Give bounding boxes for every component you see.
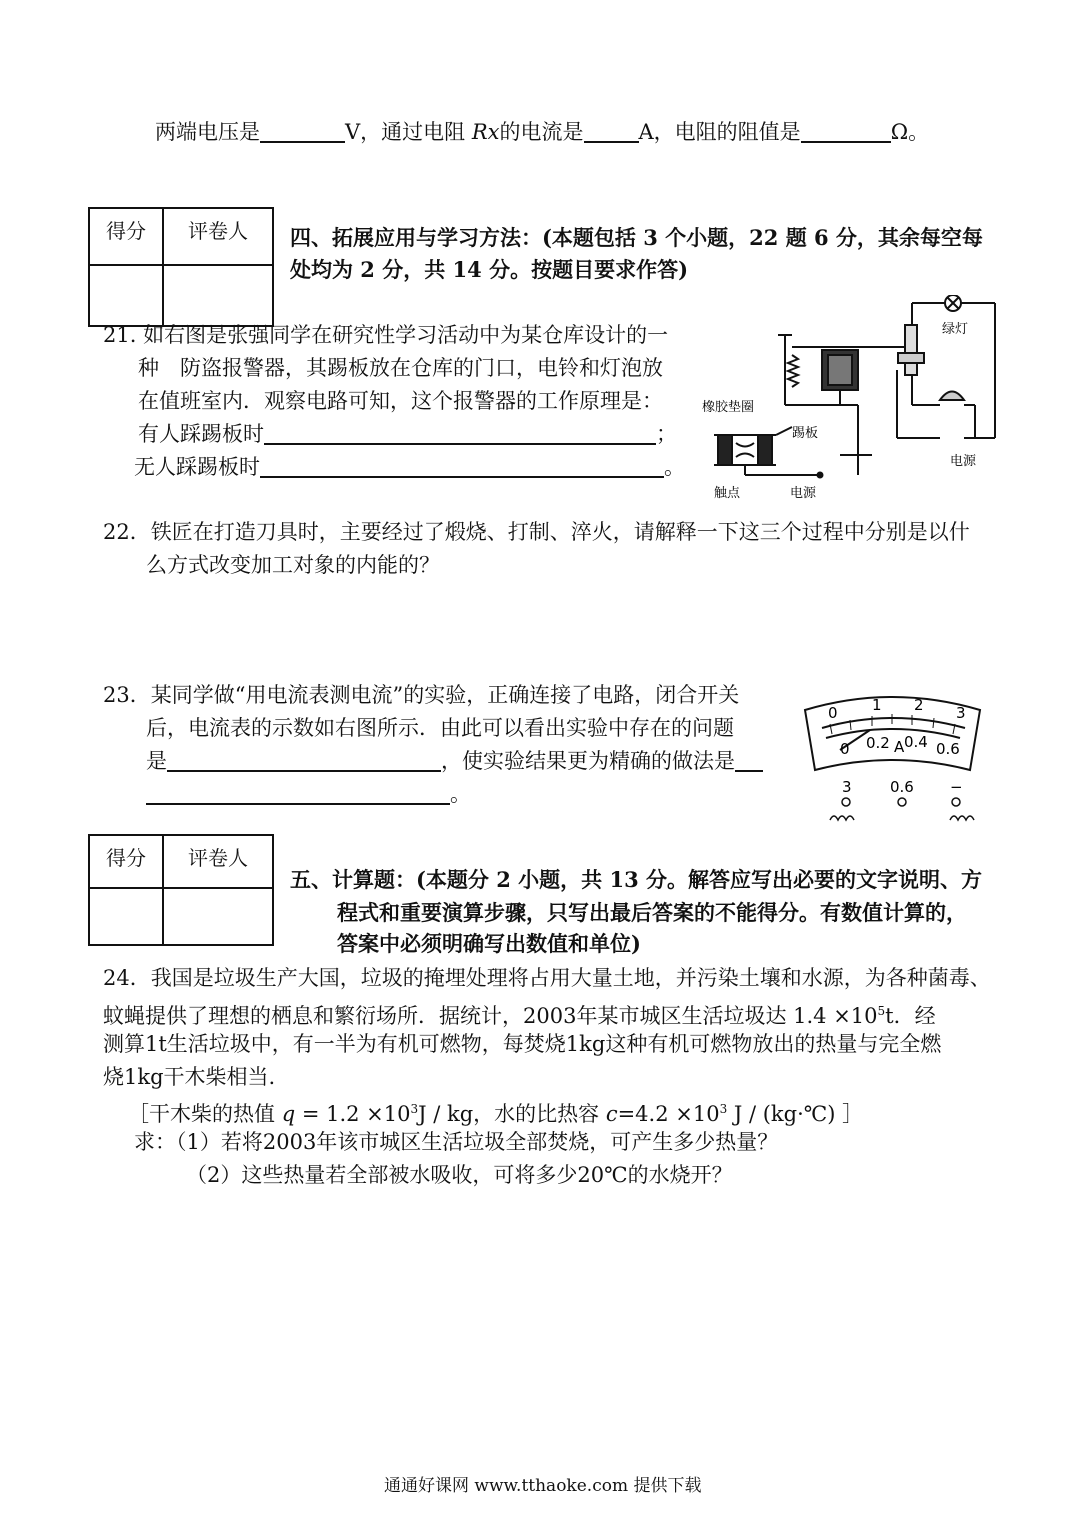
q24-line5-e: J / (kg·℃) ］ — [727, 1102, 864, 1126]
q21-line-1: 21. 如右图是张强同学在研究性学习活动中为某仓库设计的一 — [103, 323, 669, 347]
voltage-blank[interactable] — [260, 119, 345, 143]
q24-line-2 — [103, 996, 936, 1031]
q21-line-5 — [134, 452, 685, 482]
q24-line-5 — [128, 1094, 863, 1129]
current-blank[interactable] — [584, 119, 639, 143]
q23-line3-a: 是 — [146, 749, 167, 773]
q21-line-2: 种 防盗报警器，其踢板放在仓库的门口，电铃和灯泡放 — [138, 356, 663, 380]
q24-line-6: 求：（1）若将2003年该市城区生活垃圾全部焚烧，可产生多少热量？ — [134, 1130, 779, 1154]
q22-line-2: 么方式改变加工对象的内能的？ — [146, 553, 440, 577]
q24-line5-c: J / kg，水的比热容 — [418, 1102, 606, 1126]
terminal-negative: − — [950, 778, 963, 796]
grader-header-2: 评卷人 — [163, 835, 273, 888]
pedal-label: 踢板 — [792, 426, 819, 441]
resistance-blank[interactable] — [801, 119, 891, 143]
alarm-circuit-figure — [700, 295, 1000, 510]
q21-line4-end: ； — [656, 422, 677, 446]
green-light-label: 绿灯 — [942, 322, 969, 337]
q20-var: Rx — [471, 120, 500, 144]
contact-label: 触点 — [714, 486, 741, 501]
q24-line-1: 24．我国是垃圾生产大国，垃圾的掩埋处理将占用大量土地，并污染土壤和水源，为各种菌毒、 — [103, 966, 991, 990]
q24-line5-a: ［干木柴的热值 — [128, 1102, 282, 1126]
meter-bottom-02: 0.2 — [866, 734, 890, 752]
q23-line-3 — [146, 746, 763, 776]
score-cell[interactable] — [89, 265, 163, 326]
score-header-2: 得分 — [89, 835, 163, 888]
q24-line5-sup2: 3 — [719, 1102, 728, 1116]
q21-line5-end: 。 — [664, 455, 685, 479]
meter-top-2: 2 — [914, 696, 924, 714]
score-header: 得分 — [89, 208, 163, 265]
q24-line2-b: t．经 — [885, 1004, 936, 1028]
q24-line-7: （2）这些热量若全部被水吸收，可将多少20℃的水烧开？ — [186, 1163, 733, 1187]
meter-bottom-06: 0.6 — [936, 740, 960, 758]
score-cell-2[interactable] — [89, 888, 163, 945]
q23-line-1: 23．某同学做“用电流表测电流”的实验，正确连接了电路，闭合开关 — [103, 683, 740, 707]
q24-line5-d: =4.2 ×10 — [617, 1102, 720, 1126]
score-table-section5 — [88, 834, 274, 946]
meter-bottom-0: 0 — [840, 740, 850, 758]
q20-text-3: 的电流是 — [499, 120, 584, 144]
q23-problem-blank[interactable] — [167, 748, 441, 772]
q22-line-1: 22．铁匠在打造刀具时，主要经过了煅烧、打制、淬火，请解释一下这三个过程中分别是以什 — [103, 520, 970, 544]
q21-stepped-blank[interactable] — [264, 421, 656, 445]
q23-method-blank[interactable] — [146, 781, 450, 805]
score-table-section4 — [88, 207, 274, 327]
q24-line5-b: = 1.2 ×10 — [295, 1102, 411, 1126]
q24-line2-a: 蚊蝇提供了理想的栖息和繁衍场所．据统计，2003年某市城区生活垃圾达 1.4 ×10 — [103, 1004, 878, 1028]
section5-heading-3: 答案中必须明确写出数值和单位) — [337, 931, 641, 956]
q24-line-3: 测算1t生活垃圾中，有一半为有机可燃物，每焚烧1kg这种有机可燃物放出的热量与完全燃 — [103, 1032, 942, 1056]
q21-line4-prefix: 有人踩踢板时 — [138, 422, 264, 446]
q24-line5-cvar: c — [605, 1102, 618, 1126]
terminal-06: 0.6 — [890, 778, 914, 796]
q24-line2-sup: 5 — [877, 1004, 886, 1018]
q23-method-blank-start[interactable] — [735, 748, 763, 772]
q23-line4-end: 。 — [450, 782, 471, 806]
q23-line-2: 后，电流表的示数如右图所示．由此可以看出实验中存在的问题 — [146, 716, 734, 740]
q21-line5-prefix: 无人踩踢板时 — [134, 455, 260, 479]
q24-line5-sup1: 3 — [410, 1102, 419, 1116]
q24-line5-q: q — [281, 1102, 296, 1126]
q21-line-4 — [138, 419, 677, 449]
q20-text-5: Ω。 — [890, 120, 930, 144]
power-label-bottom: 电源 — [790, 486, 817, 501]
q21-line-3: 在值班室内．观察电路可知，这个报警器的工作原理是： — [138, 389, 663, 413]
q20-answer-line — [155, 117, 929, 147]
meter-bottom-04: 0.4 — [904, 733, 928, 751]
power-label-right: 电源 — [950, 454, 977, 469]
q23-line-4 — [146, 779, 471, 809]
q20-text-2: V，通过电阻 — [345, 120, 466, 144]
grader-cell[interactable] — [163, 265, 273, 326]
section4-heading-1: 四、拓展应用与学习方法：(本题包括 3 个小题，22 题 6 分，其余每空每 — [290, 225, 983, 250]
section5-heading-1: 五、计算题：(本题分 2 小题，共 13 分。解答应写出必要的文字说明、方 — [290, 867, 983, 892]
q23-line3-b: ，使实验结果更为精确的做法是 — [441, 749, 735, 773]
page-footer: 通通好课网 www.tthaoke.com 提供下载 — [384, 1476, 702, 1496]
rubber-pad-label: 橡胶垫圈 — [702, 400, 755, 415]
meter-top-0: 0 — [828, 704, 838, 722]
section5-heading-2: 程式和重要演算步骤，只写出最后答案的不能得分。有数值计算的， — [337, 900, 967, 925]
q20-text-1: 两端电压是 — [155, 120, 260, 144]
q20-text-4: A，电阻的阻值是 — [638, 120, 801, 144]
q21-unstepped-blank[interactable] — [260, 454, 664, 478]
terminal-3: 3 — [842, 778, 852, 796]
meter-top-3: 3 — [956, 704, 966, 722]
section4-heading-2: 处均为 2 分，共 14 分。按题目要求作答) — [290, 257, 689, 282]
ammeter-figure — [800, 690, 985, 830]
grader-header: 评卷人 — [163, 208, 273, 265]
q24-line-4: 烧1kg干木柴相当. — [103, 1065, 276, 1089]
grader-cell-2[interactable] — [163, 888, 273, 945]
meter-unit: A — [894, 738, 905, 756]
meter-top-1: 1 — [872, 696, 882, 714]
